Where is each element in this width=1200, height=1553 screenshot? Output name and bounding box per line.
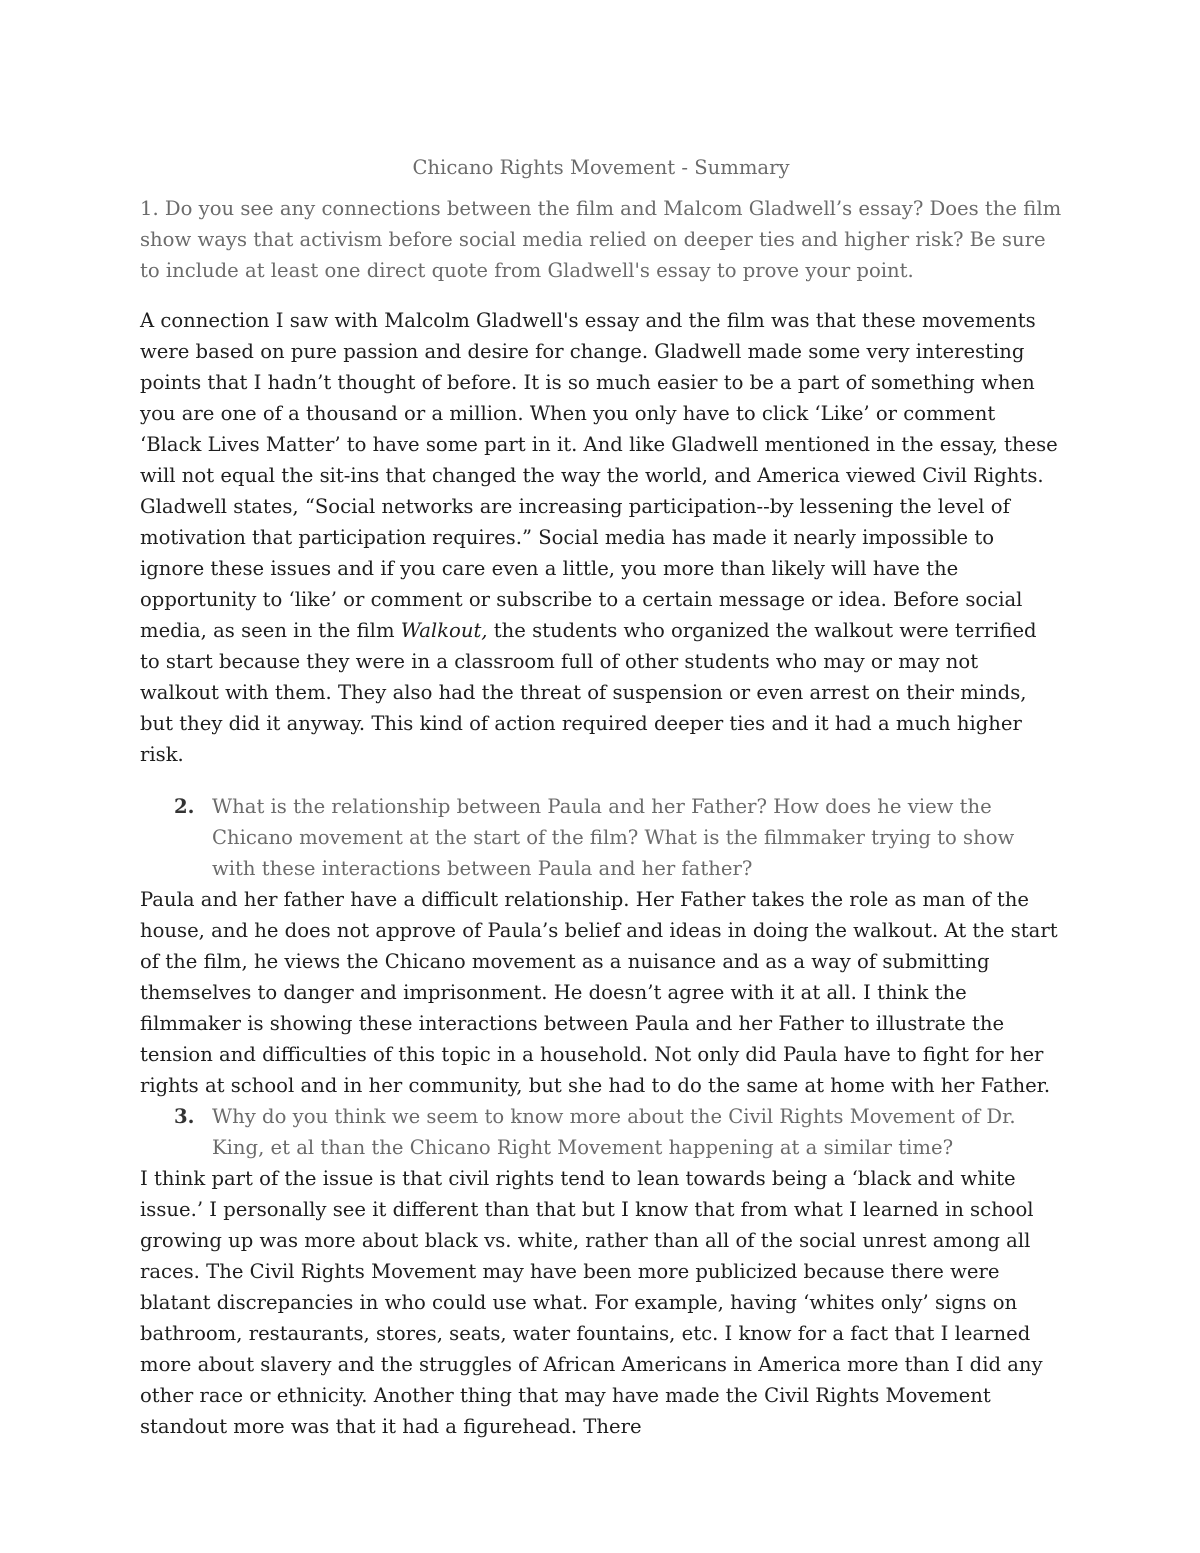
document-body [140,152,1062,1442]
question-3-text: Why do you think we seem to know more about the Civil Rights Movement of Dr. King, et al than the Chicano Right Movement happening at a similar time? [212,1105,1016,1159]
question-2-text: What is the relationship between Paula and her Father? How does he view the Chicano movement at the start of the film? What is the filmmaker trying to show with these interactions between Paula and her father? [212,795,1015,880]
answer-3: I think part of the issue is that civil rights tend to lean towards being a ‘black and white issue.’ I personally see it different than that but I know that from what I learned in school growing up was more about black vs. white, rather than all of the social unrest among all races. The Civil Rights Movement may have been more publicized because there were blatant discrepancies in who could use what. For example, having ‘whites only’ signs on bathroom, restaurants, stores, seats, water fountains, etc. I know for a fact that I learned more about slavery and the struggles of African Americans in America more than I did any other race or ethnicity. Another thing that may have made the Civil Rights Movement standout more was that it had a figurehead. There [140,1167,1043,1438]
answer-1 [140,305,1062,770]
question-2 [140,791,1062,884]
answer-1-part-2: the students who organized the walkout were terrified to start because they were in a classroom full of other students who may or may not walkout with them. They also had the threat of suspension or even arrest on their minds, but they did it anyway. This kind of action required deeper ties and it had a much higher risk. [140,619,1037,766]
document-title: Chicano Rights Movement - Summary [412,156,790,179]
question-3-number: 3. [174,1105,195,1128]
answer-1-part-1: A connection I saw with Malcolm Gladwell's essay and the film was that these movements were based on pure passion and desire for change. Gladwell made some very interesting points that I hadn’t thought of before. It is so much easier to be a part of something when you are one of a thousand or a million. When you only have to click ‘Like’ or comment ‘Black Lives Matter’ to have some part in it. And like Gladwell mentioned in the essay, these will not equal the sit-ins that changed the way the world, and America viewed Civil Rights. Gladwell states, “Social networks are increasing participation--by lessening the level of motivation that participation requires.” Social media has made it nearly impossible to ignore these issues and if you care even a little, you more than likely will have the opportunity to ‘like’ or comment or subscribe to a certain message or idea. Before social media, as seen in the film [140,309,1058,642]
question-1: 1. Do you see any connections between the film and Malcom Gladwell’s essay? Does the film show ways that activism before social media relied on deeper ties and higher risk? Be sure to include at least one direct quote from Gladwell's essay to prove your point. [140,197,1062,282]
question-2-number: 2. [174,795,195,818]
film-title: Walkout, [400,619,488,642]
answer-2: Paula and her father have a difficult relationship. Her Father takes the role as man of the house, and he does not approve of Paula’s belief and ideas in doing the walkout. At the start of the film, he views the Chicano movement as a nuisance and as a way of submitting themselves to danger and imprisonment. He doesn’t agree with it at all. I think the filmmaker is showing these interactions between Paula and her Father to illustrate the tension and difficulties of this topic in a household. Not only did Paula have to fight for her rights at school and in her community, but she had to do the same at home with her Father. [140,888,1058,1097]
question-3 [140,1101,1062,1163]
